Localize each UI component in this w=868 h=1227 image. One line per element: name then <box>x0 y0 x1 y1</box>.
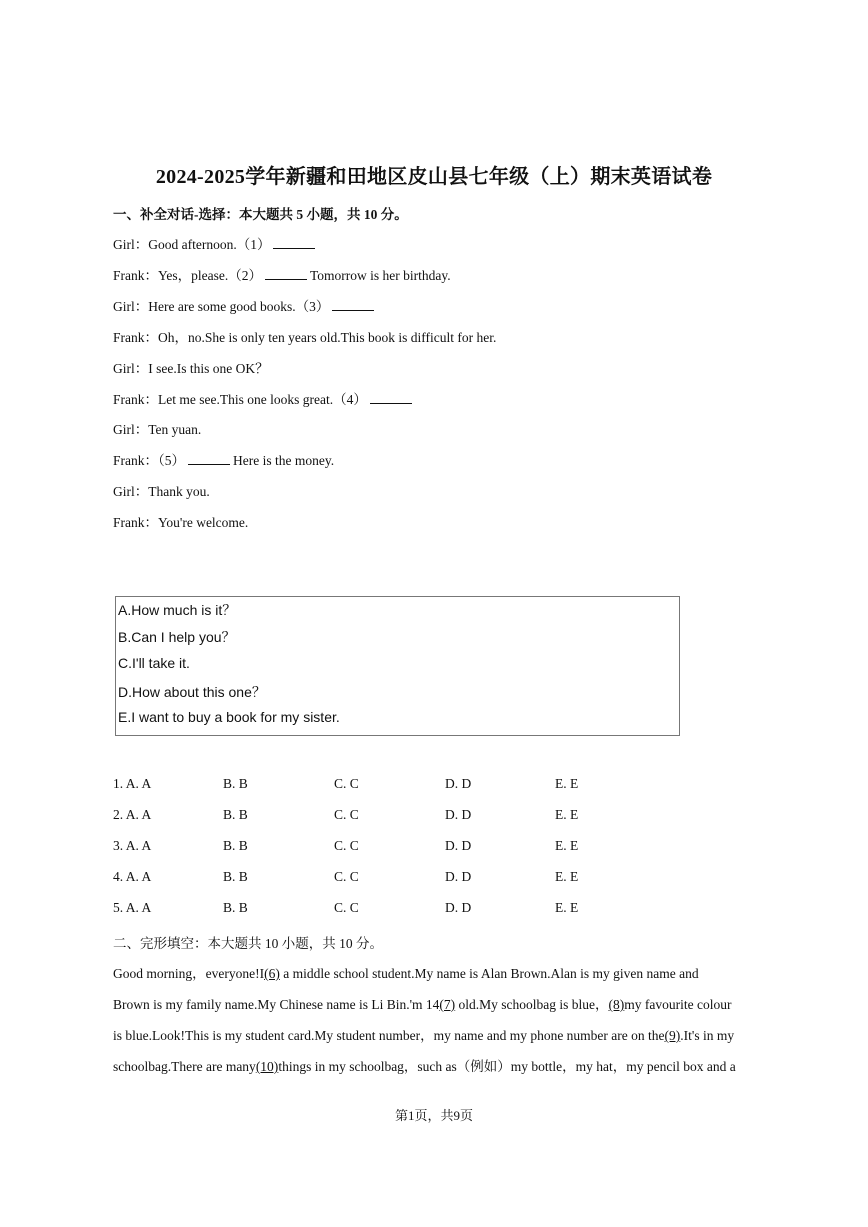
question-choice-c: C. C <box>334 900 359 915</box>
dialogue-line <box>113 480 210 500</box>
question-row <box>113 807 813 825</box>
cloze-line <box>113 962 758 982</box>
cloze-text: a middle school student.My name is Alan Brown.Alan is my given name and <box>279 966 699 981</box>
section-2-heading: 二、完形填空：本大题共 10 小题，共 10 分。 <box>113 936 383 951</box>
option-b: B.Can I help you？ <box>118 629 236 645</box>
cloze-text: old.My schoolbag is blue， <box>455 997 609 1012</box>
dialogue-line <box>113 511 248 531</box>
question-choice-d: D. D <box>445 838 472 853</box>
dialogue-line <box>113 449 334 469</box>
cloze-line <box>113 1024 758 1044</box>
question-choice-e: E. E <box>555 869 579 884</box>
cloze-text: Brown is my family name.My Chinese name is Li Bin.'m 14 <box>113 997 440 1012</box>
question-choice-d: D. D <box>445 807 472 822</box>
dialogue-line <box>113 326 496 346</box>
question-choice-e: E. E <box>555 838 579 853</box>
cloze-text: schoolbag.There are many <box>113 1059 256 1074</box>
answer-blank <box>273 238 315 249</box>
question-choice-c: C. C <box>334 869 359 884</box>
question-choice-e: E. E <box>555 807 579 822</box>
question-choice-a: 2. A. A <box>113 807 152 822</box>
dialogue-text: Girl：Good afternoon.（1） <box>113 237 271 252</box>
dialogue-text: Frank：（5） <box>113 453 185 468</box>
question-choice-d: D. D <box>445 900 472 915</box>
dialogue-line <box>113 388 415 408</box>
page-footer: 第1页，共9页 <box>394 1108 473 1123</box>
question-choice-b: B. B <box>223 869 248 884</box>
question-choice-a: 5. A. A <box>113 900 152 915</box>
question-row <box>113 838 813 856</box>
options-box <box>115 596 680 736</box>
cloze-text: is blue.Look!This is my student card.My student number，my name and my phone number are on the <box>113 1028 665 1043</box>
option-a: A.How much is it？ <box>118 602 237 618</box>
answer-blank <box>188 454 230 465</box>
cloze-text: Good morning，everyone!I <box>113 966 265 981</box>
dialogue-line <box>113 233 318 253</box>
answer-blank <box>370 393 412 404</box>
question-choice-a: 3. A. A <box>113 838 152 853</box>
dialogue-text: Frank：Let me see.This one looks great.（4） <box>113 392 367 407</box>
dialogue-text: Girl：I see.Is this one OK？ <box>113 361 269 376</box>
dialogue-line <box>113 357 269 377</box>
question-choice-b: B. B <box>223 900 248 915</box>
dialogue-text: Tomorrow is her birthday. <box>310 268 451 283</box>
question-choice-e: E. E <box>555 900 579 915</box>
question-choice-c: C. C <box>334 776 359 791</box>
cloze-blank: (9) <box>664 1028 681 1043</box>
cloze-blank: (7) <box>439 997 456 1012</box>
dialogue-text: Here is the money. <box>233 453 335 468</box>
option-d: D.How about this one？ <box>118 684 266 700</box>
dialogue-text: Frank：Oh，no.She is only ten years old.This book is difficult for her. <box>113 330 497 345</box>
question-choice-e: E. E <box>555 776 579 791</box>
dialogue-line <box>113 295 377 315</box>
cloze-blank: (8) <box>608 997 625 1012</box>
dialogue-text: Girl：Thank you. <box>113 484 210 499</box>
cloze-text: .It's in my <box>680 1028 735 1043</box>
cloze-text: things in my schoolbag，such as（例如）my bottle，my hat，my pencil box and a <box>278 1059 736 1074</box>
question-choice-d: D. D <box>445 776 472 791</box>
dialogue-text: Girl：Ten yuan. <box>113 422 202 437</box>
answer-blank <box>332 300 374 311</box>
option-e: E.I want to buy a book for my sister. <box>118 709 340 725</box>
option-c: C.I'll take it. <box>118 655 190 671</box>
dialogue-line <box>113 264 451 284</box>
cloze-blank: (10) <box>255 1059 279 1074</box>
cloze-line <box>113 1055 758 1075</box>
cloze-blank: (6) <box>264 966 280 981</box>
question-choice-c: C. C <box>334 838 359 853</box>
dialogue-line <box>113 418 201 438</box>
cloze-text: my favourite colour <box>624 997 732 1012</box>
section-1-heading: 一、补全对话-选择：本大题共 5 小题，共 10 分。 <box>113 207 408 222</box>
answer-blank <box>265 269 307 280</box>
cloze-line <box>113 993 758 1013</box>
question-choice-b: B. B <box>223 776 248 791</box>
question-choice-a: 4. A. A <box>113 869 152 884</box>
question-choice-b: B. B <box>223 807 248 822</box>
dialogue-text: Frank：Yes，please.（2） <box>113 268 262 283</box>
question-row <box>113 776 813 794</box>
question-row <box>113 869 813 887</box>
dialogue-text: Frank：You're welcome. <box>113 515 249 530</box>
question-choice-b: B. B <box>223 838 248 853</box>
question-choice-a: 1. A. A <box>113 776 152 791</box>
dialogue-text: Girl：Here are some good books.（3） <box>113 299 330 314</box>
question-choice-c: C. C <box>334 807 359 822</box>
page-title: 2024-2025学年新疆和田地区皮山县七年级（上）期末英语试卷 <box>155 166 713 188</box>
question-row <box>113 900 813 918</box>
question-choice-d: D. D <box>445 869 472 884</box>
